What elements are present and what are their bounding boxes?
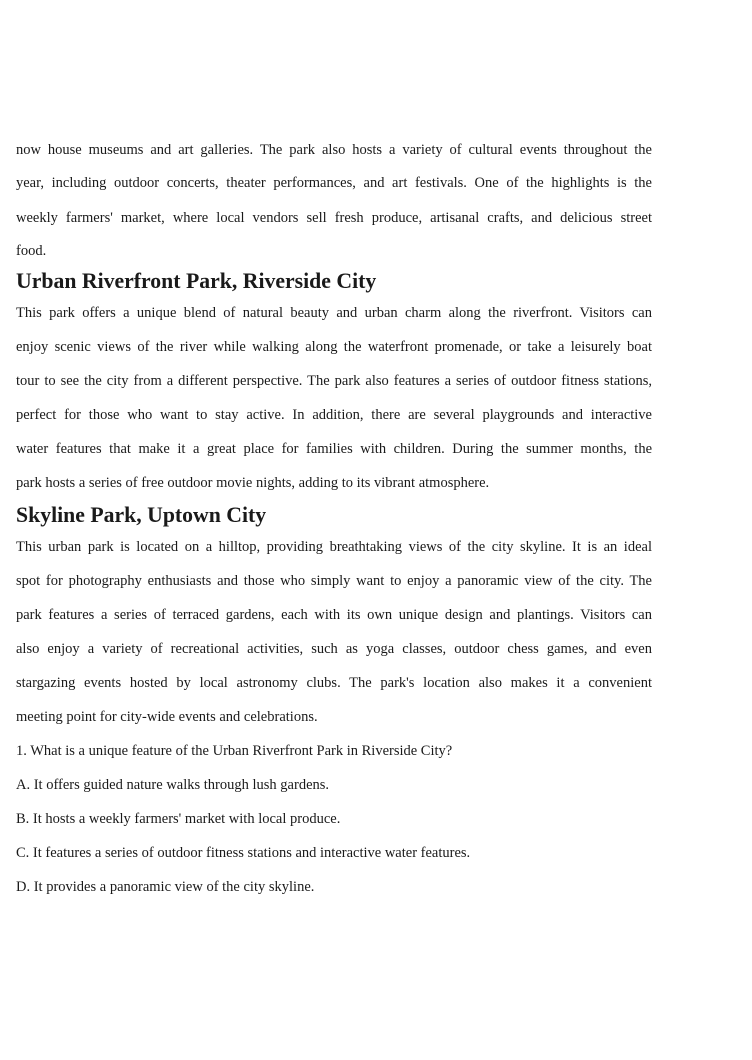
paragraph-line: park hosts a series of free outdoor movie nights, adding to its vibrant atmosphere. — [16, 475, 490, 491]
paragraph-line: perfect for those who want to stay active. In addition, there are several playgrounds and interactive — [16, 407, 652, 423]
paragraph-line: park features a series of terraced gardens, each with its own unique design and plantings. Visitors can — [16, 607, 652, 623]
option-a: A. It offers guided nature walks through lush gardens. — [16, 777, 330, 793]
paragraph-line: food. — [16, 243, 47, 259]
riverfront-paragraph — [16, 296, 652, 500]
paragraph-line: year, including outdoor concerts, theater performances, and art festivals. One of the highlights is the — [16, 175, 652, 191]
paragraph-line: spot for photography enthusiasts and those who simply want to enjoy a panoramic view of the city. The — [16, 573, 652, 589]
paragraph-line: water features that make it a great place for families with children. During the summer months, the — [16, 441, 652, 457]
option-c: C. It features a series of outdoor fitness stations and interactive water features. — [16, 845, 471, 861]
question-block — [16, 734, 652, 904]
section-heading-skyline: Skyline Park, Uptown City — [16, 503, 267, 527]
option-b: B. It hosts a weekly farmers' market with local produce. — [16, 811, 341, 827]
paragraph-line: This park offers a unique blend of natural beauty and urban charm along the riverfront. Visitors can — [16, 305, 652, 321]
paragraph-line: also enjoy a variety of recreational activities, such as yoga classes, outdoor chess games, and even — [16, 641, 652, 657]
question-stem: 1. What is a unique feature of the Urban Riverfront Park in Riverside City? — [16, 743, 453, 759]
paragraph-line: stargazing events hosted by local astronomy clubs. The park's location also makes it a convenient — [16, 675, 652, 691]
option-d: D. It provides a panoramic view of the city skyline. — [16, 879, 315, 895]
document-page — [16, 134, 652, 904]
paragraph-line: weekly farmers' market, where local vendors sell fresh produce, artisanal crafts, and delicious street — [16, 210, 652, 226]
section-heading-riverfront: Urban Riverfront Park, Riverside City — [16, 269, 377, 293]
skyline-paragraph — [16, 530, 652, 734]
paragraph-line: This urban park is located on a hilltop, providing breathtaking views of the city skyline. It is an ideal — [16, 539, 652, 555]
paragraph-line: meeting point for city-wide events and celebrations. — [16, 709, 318, 725]
intro-paragraph — [16, 134, 652, 266]
paragraph-line: tour to see the city from a different perspective. The park also features a series of outdoor fitness stations, — [16, 373, 652, 389]
paragraph-line: now house museums and art galleries. The park also hosts a variety of cultural events throughout the — [16, 142, 652, 158]
paragraph-line: enjoy scenic views of the river while walking along the waterfront promenade, or take a leisurely boat — [16, 339, 652, 355]
